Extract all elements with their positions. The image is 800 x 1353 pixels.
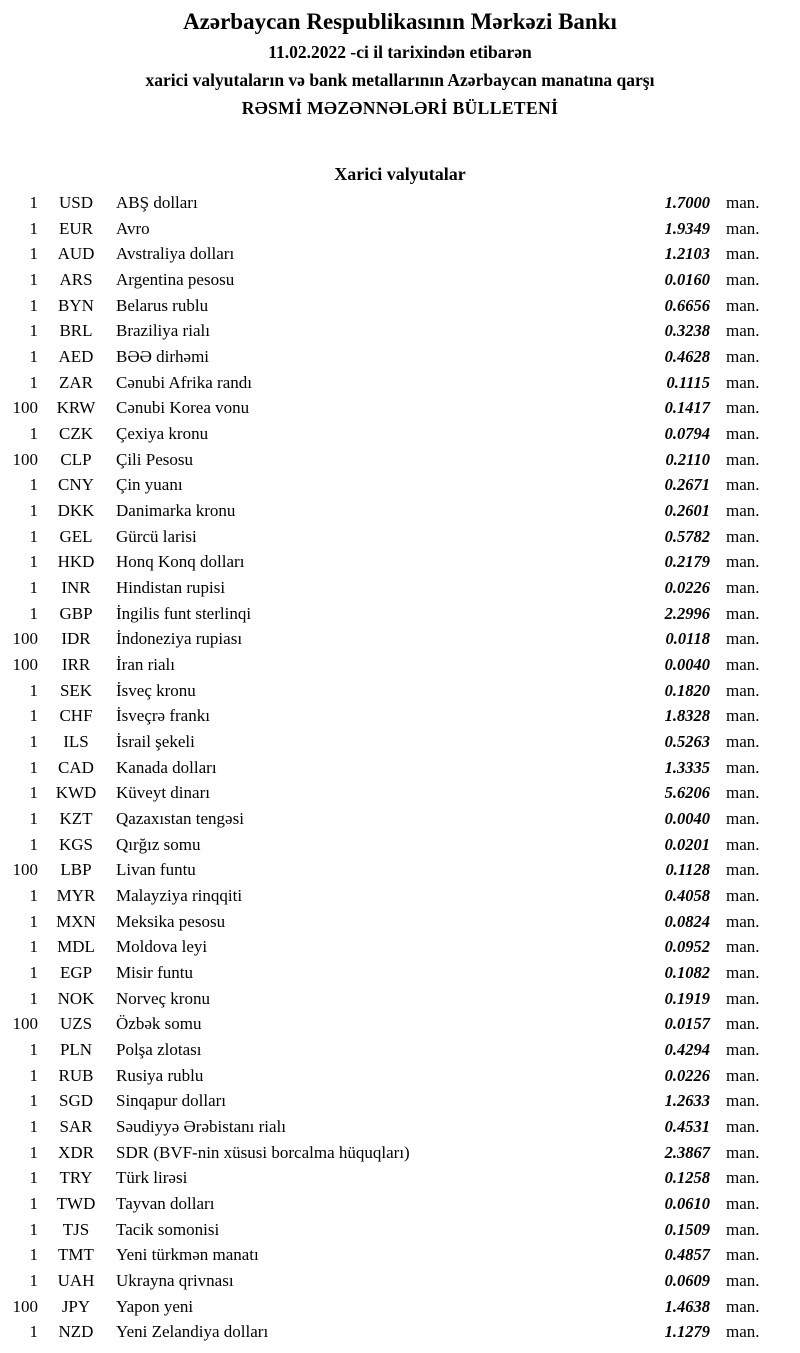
currency-code: JPY bbox=[61, 1296, 91, 1316]
currency-code: IDR bbox=[61, 629, 91, 649]
currency-name: Yapon yeni bbox=[116, 1296, 194, 1316]
currency-row bbox=[0, 241, 800, 267]
currency-quantity: 1 bbox=[29, 1245, 38, 1265]
currency-name: BƏƏ dirhəmi bbox=[116, 346, 210, 366]
currency-rate: 0.1115 bbox=[666, 372, 710, 392]
bulletin-title: RƏSMİ MƏZƏNNƏLƏRİ BÜLLETENİ bbox=[241, 98, 559, 118]
currency-unit: man. bbox=[726, 1014, 760, 1034]
currency-rate: 0.0118 bbox=[665, 629, 710, 649]
currency-name: Tacik somonisi bbox=[116, 1219, 220, 1239]
currency-quantity: 1 bbox=[29, 1322, 38, 1342]
currency-unit: man. bbox=[726, 1219, 760, 1239]
currency-quantity: 1 bbox=[29, 423, 38, 443]
currency-quantity: 1 bbox=[29, 1168, 38, 1188]
currency-row bbox=[0, 652, 800, 678]
currency-row bbox=[0, 1320, 800, 1346]
currency-quantity: 1 bbox=[29, 372, 38, 392]
currency-row bbox=[0, 703, 800, 729]
currency-name: İsveç kronu bbox=[116, 680, 196, 700]
currency-rate: 0.4294 bbox=[664, 1040, 710, 1059]
currency-row bbox=[0, 524, 800, 550]
currency-unit: man. bbox=[726, 834, 760, 854]
currency-quantity: 1 bbox=[29, 295, 38, 315]
currency-name: İsveçrə frankı bbox=[116, 706, 210, 726]
currency-unit: man. bbox=[726, 757, 760, 777]
currency-quantity: 1 bbox=[29, 500, 38, 520]
currency-rate: 0.1417 bbox=[664, 398, 710, 418]
currency-row bbox=[0, 1012, 800, 1038]
currency-unit: man. bbox=[726, 295, 760, 315]
currency-unit: man. bbox=[726, 629, 760, 649]
currency-rate: 0.0609 bbox=[664, 1271, 710, 1291]
currency-name: Qazaxıstan tengəsi bbox=[116, 808, 244, 828]
currency-row bbox=[0, 472, 800, 498]
currency-quantity: 1 bbox=[29, 1219, 38, 1239]
currency-name: İngilis funt sterlinqi bbox=[116, 603, 252, 623]
currency-quantity: 100 bbox=[12, 629, 38, 649]
currency-quantity: 1 bbox=[29, 680, 38, 700]
currency-unit: man. bbox=[726, 475, 760, 495]
currency-rate: 0.0040 bbox=[664, 808, 710, 828]
currency-row bbox=[0, 1140, 800, 1166]
currency-row bbox=[0, 344, 800, 370]
currency-code: GBP bbox=[59, 603, 93, 623]
currency-name: Səudiyyə Ərəbistanı rialı bbox=[116, 1117, 286, 1137]
currency-unit: man. bbox=[726, 1091, 760, 1111]
bank-name-title: Azərbaycan Respublikasının Mərkəzi Bankı bbox=[183, 9, 617, 34]
currency-row bbox=[0, 806, 800, 832]
currency-row bbox=[0, 601, 800, 627]
currency-code: KZT bbox=[59, 808, 93, 828]
currency-unit: man. bbox=[726, 1194, 760, 1214]
currency-unit: man. bbox=[726, 449, 760, 469]
currency-quantity: 1 bbox=[29, 526, 38, 546]
currency-name: Braziliya rialı bbox=[116, 321, 210, 341]
currency-quantity: 100 bbox=[12, 398, 38, 418]
currency-name: Meksika pesosu bbox=[116, 911, 226, 931]
currency-rate: 0.2110 bbox=[665, 449, 710, 469]
currency-code: SGD bbox=[58, 1091, 93, 1111]
currency-unit: man. bbox=[726, 500, 760, 520]
currency-row bbox=[0, 1037, 800, 1063]
currency-unit: man. bbox=[726, 1296, 760, 1316]
currency-name: Yeni türkmən manatı bbox=[116, 1245, 259, 1265]
currency-quantity: 1 bbox=[29, 603, 38, 623]
currency-name: Belarus rublu bbox=[116, 295, 209, 315]
currency-unit: man. bbox=[726, 398, 760, 418]
effective-date-line: 11.02.2022 -ci il tarixindən etibarən bbox=[268, 42, 532, 62]
currency-quantity: 100 bbox=[12, 654, 38, 674]
currency-name: Çili Pesosu bbox=[116, 449, 193, 469]
currency-unit: man. bbox=[726, 346, 760, 366]
currency-quantity: 100 bbox=[12, 1014, 38, 1034]
currency-code: MXN bbox=[56, 911, 96, 931]
currency-quantity: 1 bbox=[29, 244, 38, 264]
currency-rate: 5.6206 bbox=[664, 783, 710, 803]
currency-code: TWD bbox=[56, 1194, 96, 1214]
currency-name: ABŞ dolları bbox=[116, 192, 198, 212]
currency-unit: man. bbox=[726, 731, 760, 751]
currency-rate: 0.0226 bbox=[664, 1065, 710, 1085]
currency-unit: man. bbox=[726, 1322, 760, 1342]
currency-code: SEK bbox=[59, 680, 93, 700]
currency-row bbox=[0, 395, 800, 421]
currency-rate: 0.6656 bbox=[664, 295, 710, 315]
currency-name: İndoneziya rupiası bbox=[116, 629, 243, 649]
currency-quantity: 1 bbox=[29, 1091, 38, 1111]
currency-name: Danimarka kronu bbox=[116, 500, 236, 520]
currency-name: Honq Konq dolları bbox=[116, 552, 245, 572]
currency-code: KWD bbox=[55, 783, 97, 803]
currency-code: KRW bbox=[56, 398, 96, 418]
currency-rate: 0.0157 bbox=[664, 1014, 710, 1034]
currency-rate: 0.4058 bbox=[664, 885, 710, 905]
currency-unit: man. bbox=[726, 218, 760, 238]
currency-quantity: 1 bbox=[29, 192, 38, 212]
currency-name: İsrail şekeli bbox=[116, 731, 195, 751]
currency-name: Sinqapur dolları bbox=[116, 1091, 227, 1111]
currency-code: NZD bbox=[58, 1322, 94, 1342]
currency-code: SAR bbox=[59, 1117, 93, 1137]
currency-row bbox=[0, 986, 800, 1012]
currency-name: Tayvan dolları bbox=[116, 1194, 215, 1214]
currency-quantity: 100 bbox=[12, 449, 38, 469]
currency-rate: 1.2633 bbox=[664, 1091, 710, 1111]
currency-rates-table bbox=[0, 190, 800, 1345]
currency-name: Küveyt dinarı bbox=[116, 783, 210, 803]
currency-row bbox=[0, 549, 800, 575]
currency-rate: 0.5263 bbox=[664, 731, 710, 751]
currency-row bbox=[0, 729, 800, 755]
currency-quantity: 1 bbox=[29, 577, 38, 597]
currency-row bbox=[0, 1217, 800, 1243]
currency-unit: man. bbox=[726, 1040, 760, 1059]
currency-row bbox=[0, 960, 800, 986]
currency-code: CAD bbox=[58, 757, 94, 777]
currency-quantity: 1 bbox=[29, 783, 38, 803]
currency-rate: 1.3335 bbox=[664, 757, 710, 777]
currency-unit: man. bbox=[726, 680, 760, 700]
currency-rate: 0.0952 bbox=[664, 937, 710, 957]
currency-row bbox=[0, 1114, 800, 1140]
currency-quantity: 1 bbox=[29, 1142, 38, 1162]
currency-code: CZK bbox=[59, 423, 93, 443]
currency-quantity: 100 bbox=[12, 860, 38, 880]
currency-unit: man. bbox=[726, 783, 760, 803]
currency-quantity: 1 bbox=[29, 1040, 38, 1059]
currency-unit: man. bbox=[726, 321, 760, 341]
currency-unit: man. bbox=[726, 1168, 760, 1188]
currency-rate: 0.0794 bbox=[664, 423, 710, 443]
currency-row bbox=[0, 575, 800, 601]
currency-rate: 0.1919 bbox=[664, 988, 710, 1008]
currency-quantity: 1 bbox=[29, 552, 38, 572]
currency-unit: man. bbox=[726, 1271, 760, 1291]
currency-code: EGP bbox=[59, 962, 93, 982]
currency-rate: 1.2103 bbox=[664, 244, 710, 264]
currency-quantity: 1 bbox=[29, 885, 38, 905]
currency-rate: 0.0201 bbox=[664, 834, 710, 854]
currency-code: UAH bbox=[57, 1271, 95, 1291]
currency-code: AED bbox=[58, 346, 94, 366]
currency-unit: man. bbox=[726, 603, 760, 623]
currency-name: Gürcü larisi bbox=[116, 526, 197, 546]
currency-rate: 0.0160 bbox=[664, 269, 710, 289]
currency-quantity: 1 bbox=[29, 988, 38, 1008]
currency-unit: man. bbox=[726, 988, 760, 1008]
currency-name: Misir funtu bbox=[116, 962, 193, 982]
currency-code: XDR bbox=[58, 1142, 94, 1162]
currency-quantity: 1 bbox=[29, 911, 38, 931]
currency-unit: man. bbox=[726, 552, 760, 572]
currency-rate: 1.9349 bbox=[664, 218, 710, 238]
currency-row bbox=[0, 934, 800, 960]
currency-code: ILS bbox=[63, 731, 89, 751]
currency-row bbox=[0, 498, 800, 524]
currency-code: MYR bbox=[56, 885, 96, 905]
subject-line: xarici valyutaların və bank metallarının Azərbaycan manatına qarşı bbox=[145, 70, 655, 90]
currency-rate: 0.4628 bbox=[664, 346, 710, 366]
currency-row bbox=[0, 1294, 800, 1320]
currency-name: İran rialı bbox=[116, 654, 175, 674]
currency-name: Norveç kronu bbox=[116, 988, 210, 1008]
currency-name: Kanada dolları bbox=[116, 757, 217, 777]
currency-name: Özbək somu bbox=[116, 1014, 202, 1034]
currency-quantity: 1 bbox=[29, 1194, 38, 1214]
currency-code: AUD bbox=[57, 244, 95, 264]
currency-unit: man. bbox=[726, 885, 760, 905]
currency-rate: 0.1258 bbox=[664, 1168, 710, 1188]
currency-code: TRY bbox=[59, 1168, 93, 1188]
currency-row bbox=[0, 780, 800, 806]
currency-unit: man. bbox=[726, 192, 760, 212]
currency-quantity: 1 bbox=[29, 808, 38, 828]
currency-code: BYN bbox=[58, 295, 94, 315]
currency-name: Polşa zlotası bbox=[116, 1040, 202, 1059]
currency-unit: man. bbox=[726, 860, 760, 880]
currency-rate: 2.3867 bbox=[664, 1142, 710, 1162]
currency-row bbox=[0, 1089, 800, 1115]
currency-code: HKD bbox=[57, 552, 95, 572]
currency-quantity: 1 bbox=[29, 321, 38, 341]
currency-row bbox=[0, 678, 800, 704]
section-title-foreign-currencies: Xarici valyutalar bbox=[334, 164, 466, 184]
currency-quantity: 1 bbox=[29, 937, 38, 957]
currency-rate: 0.4857 bbox=[664, 1245, 710, 1265]
currency-unit: man. bbox=[726, 372, 760, 392]
currency-rate: 1.4638 bbox=[664, 1296, 710, 1316]
currency-row bbox=[0, 1063, 800, 1089]
currency-unit: man. bbox=[726, 1142, 760, 1162]
currency-name: Avro bbox=[116, 218, 150, 238]
currency-rate: 2.2996 bbox=[664, 603, 710, 623]
currency-unit: man. bbox=[726, 911, 760, 931]
currency-unit: man. bbox=[726, 808, 760, 828]
currency-code: EUR bbox=[59, 218, 93, 238]
currency-name: Cənubi Korea vonu bbox=[116, 398, 250, 418]
currency-row bbox=[0, 1191, 800, 1217]
currency-unit: man. bbox=[726, 423, 760, 443]
currency-name: Rusiya rublu bbox=[116, 1065, 204, 1085]
currency-code: USD bbox=[58, 192, 93, 212]
currency-quantity: 1 bbox=[29, 731, 38, 751]
currency-quantity: 1 bbox=[29, 1271, 38, 1291]
currency-name: Çin yuanı bbox=[116, 475, 183, 495]
currency-rate: 1.8328 bbox=[664, 706, 710, 726]
currency-rate: 0.3238 bbox=[664, 321, 710, 341]
currency-code: LBP bbox=[60, 860, 92, 880]
currency-quantity: 1 bbox=[29, 1065, 38, 1085]
currency-unit: man. bbox=[726, 577, 760, 597]
currency-name: Ukrayna qrivnası bbox=[116, 1271, 234, 1291]
currency-rate: 0.0040 bbox=[664, 654, 710, 674]
currency-code: PLN bbox=[59, 1040, 93, 1059]
currency-name: Yeni Zelandiya dolları bbox=[116, 1322, 269, 1342]
currency-code: ZAR bbox=[59, 372, 93, 392]
currency-name: Qırğız somu bbox=[116, 834, 201, 854]
currency-code: TJS bbox=[62, 1219, 90, 1239]
currency-quantity: 1 bbox=[29, 269, 38, 289]
currency-row bbox=[0, 293, 800, 319]
currency-code: RUB bbox=[58, 1065, 94, 1085]
currency-row bbox=[0, 190, 800, 216]
currency-name: Malayziya rinqqiti bbox=[116, 885, 243, 905]
currency-code: TMT bbox=[58, 1245, 94, 1265]
currency-unit: man. bbox=[726, 962, 760, 982]
currency-row bbox=[0, 216, 800, 242]
currency-unit: man. bbox=[726, 706, 760, 726]
currency-code: NOK bbox=[57, 988, 95, 1008]
currency-rate: 0.0610 bbox=[664, 1194, 710, 1214]
currency-code: ARS bbox=[59, 269, 93, 289]
currency-quantity: 1 bbox=[29, 346, 38, 366]
currency-code: INR bbox=[61, 577, 91, 597]
currency-unit: man. bbox=[726, 269, 760, 289]
currency-name: Çexiya kronu bbox=[116, 423, 209, 443]
currency-unit: man. bbox=[726, 937, 760, 957]
currency-rate: 0.0824 bbox=[664, 911, 710, 931]
currency-row bbox=[0, 883, 800, 909]
currency-row bbox=[0, 267, 800, 293]
currency-quantity: 1 bbox=[29, 218, 38, 238]
currency-quantity: 1 bbox=[29, 834, 38, 854]
currency-rate: 0.2601 bbox=[664, 500, 710, 520]
currency-unit: man. bbox=[726, 526, 760, 546]
currency-code: UZS bbox=[59, 1014, 93, 1034]
currency-row bbox=[0, 909, 800, 935]
currency-name: Türk lirəsi bbox=[116, 1168, 188, 1188]
currency-name: Argentina pesosu bbox=[116, 269, 235, 289]
currency-quantity: 1 bbox=[29, 1117, 38, 1137]
currency-row bbox=[0, 421, 800, 447]
currency-unit: man. bbox=[726, 244, 760, 264]
currency-row bbox=[0, 1166, 800, 1192]
currency-rate: 0.2671 bbox=[664, 475, 710, 495]
currency-code: MDL bbox=[57, 937, 95, 957]
currency-code: GEL bbox=[59, 526, 93, 546]
currency-quantity: 1 bbox=[29, 475, 38, 495]
currency-rate: 0.5782 bbox=[664, 526, 710, 546]
currency-rate: 0.0226 bbox=[664, 577, 710, 597]
currency-name: Hindistan rupisi bbox=[116, 577, 226, 597]
currency-code: IRR bbox=[61, 654, 91, 674]
currency-quantity: 1 bbox=[29, 962, 38, 982]
currency-quantity: 1 bbox=[29, 706, 38, 726]
currency-unit: man. bbox=[726, 654, 760, 674]
currency-rate: 1.7000 bbox=[664, 192, 710, 212]
currency-rate: 0.2179 bbox=[664, 552, 710, 572]
currency-code: KGS bbox=[58, 834, 93, 854]
currency-name: Moldova leyi bbox=[116, 937, 208, 957]
currency-rate: 0.4531 bbox=[664, 1117, 710, 1137]
currency-code: BRL bbox=[59, 321, 93, 341]
currency-name: Avstraliya dolları bbox=[116, 244, 235, 264]
currency-row bbox=[0, 1243, 800, 1269]
currency-rate: 0.1509 bbox=[664, 1219, 710, 1239]
currency-unit: man. bbox=[726, 1245, 760, 1265]
currency-rate: 0.1082 bbox=[664, 962, 710, 982]
currency-name: Cənubi Afrika randı bbox=[116, 372, 252, 392]
currency-rate: 0.1820 bbox=[664, 680, 710, 700]
currency-rate: 0.1128 bbox=[665, 860, 710, 880]
currency-code: CLP bbox=[60, 449, 92, 469]
currency-name: SDR (BVF-nin xüsusi borcalma hüquqları) bbox=[116, 1142, 410, 1162]
currency-code: CHF bbox=[59, 706, 93, 726]
document-header bbox=[0, 0, 800, 122]
currency-code: DKK bbox=[57, 500, 95, 520]
currency-row bbox=[0, 755, 800, 781]
currency-unit: man. bbox=[726, 1065, 760, 1085]
currency-code: CNY bbox=[58, 475, 94, 495]
currency-row bbox=[0, 857, 800, 883]
currency-row bbox=[0, 447, 800, 473]
currency-row bbox=[0, 832, 800, 858]
currency-row bbox=[0, 626, 800, 652]
currency-row bbox=[0, 318, 800, 344]
currency-rate: 1.1279 bbox=[664, 1322, 710, 1342]
currency-quantity: 1 bbox=[29, 757, 38, 777]
currency-unit: man. bbox=[726, 1117, 760, 1137]
currency-row bbox=[0, 370, 800, 396]
currency-name: Livan funtu bbox=[116, 860, 196, 880]
currency-quantity: 100 bbox=[12, 1296, 38, 1316]
currency-row bbox=[0, 1268, 800, 1294]
